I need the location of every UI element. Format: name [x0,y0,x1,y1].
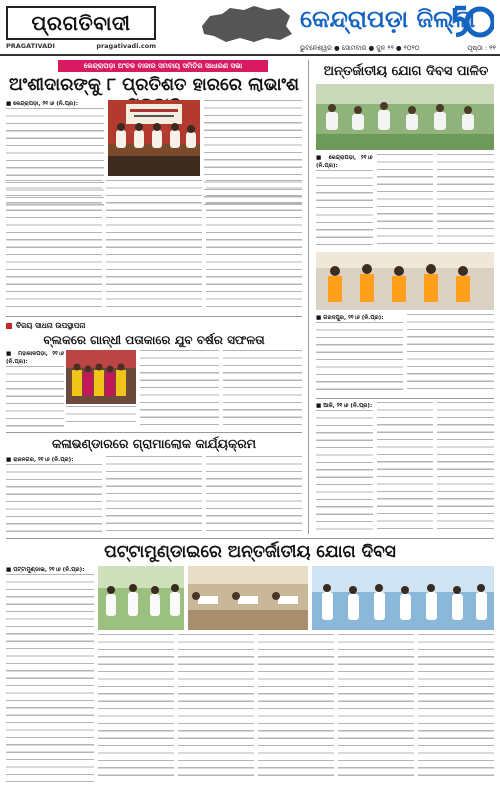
story-f-photo-3 [312,566,494,630]
column-rule [308,60,309,534]
story-f-body-left [6,566,94,782]
story-f-byline: ■ ପଟ୍ଟାମୁଣ୍ଡାଇ, ୨୧।୬ (ନି.ପ୍ର): [6,567,85,573]
story-e-byline: ■ ରାଜନଗର, ୨୧।୬ (ନି.ପ୍ର): [6,457,74,463]
story-r-body-3 [316,402,494,534]
story-r-body-1 [316,154,494,250]
story-r-byline-1: ■ କେନ୍ଦ୍ରାପଡ଼ା, ୨୧।୬ (ନି.ପ୍ର): [316,155,373,169]
masthead [0,0,500,56]
story-a-byline: ■ କେନ୍ଦ୍ରାପଡ଼ା, ୨୧।୬ (ନି.ପ୍ର): [6,101,78,107]
story-a-kicker: କେନ୍ଦ୍ରାପଡ଼ା ଅଂଚଳ ବାଜାର ସମବାୟ ସମିତିର ସାଧାରଣ ସଭା [58,60,268,72]
story-r-body-2 [316,314,494,394]
divider [316,398,494,399]
story-r-byline-3: ■ ଆଳି, ୨୧।୬ (ନି.ପ୍ର): [316,403,373,409]
logo-english: PRAGATIVADI [6,42,55,50]
page-number: ପୃଷ୍ଠା : ୧୧ [467,44,496,52]
story-b-headline[interactable]: ବ୍ଲକରେ ଗାନ୍ଧୀ ପତାକାରେ ଯୁବ ବର୍ଷର ସଫଳତା [43,333,265,347]
district-title: କେନ୍ଦ୍ରାପଡ଼ା ଜିଲ୍ଲା [300,4,476,33]
newspaper-logo[interactable] [6,6,156,40]
story-r-byline-2: ■ ଗରଦପୁର, ୨୧।୬ (ନି.ପ୍ର): [316,315,384,321]
divider [6,432,302,433]
story-a-photo [108,100,200,176]
story-e-headline[interactable]: କଳାଭଣ୍ଡାରରେ ଗ୍ରାମାଲୋକ କାର୍ଯ୍ୟକ୍ରମ [51,436,257,451]
story-f-photo-1 [98,566,184,630]
date-text: ଭୁବନେଶ୍ୱର ● ସୋମବାର ● ଜୁନ ୨୨ ● ୨୦୨୦ [300,44,420,52]
story-b-byline: ■ ମହାକାଳପଡ଼ା, ୨୧।୬ (ନି.ପ୍ର): [6,351,64,365]
dateline [300,44,496,53]
story-b-section-tag [6,320,156,332]
anniversary-number: 50 [471,38,475,42]
story-b-section-label: ବିଜୟ ସାଧନା ଉପସ୍ଥାପନା [16,321,86,330]
story-b-photo [66,350,136,404]
story-r-photo-yoga-1 [316,84,494,150]
anniversary-emblem [452,2,494,42]
story-f-body-main [98,634,494,782]
story-a-body-bottom [6,180,302,312]
story-b-body-left [6,350,64,428]
story-f-photo-2 [188,566,308,630]
story-b-body-right [140,350,302,428]
square-bullet-icon [6,323,12,329]
logo-text: ପ୍ରଗତିବାଦୀ [31,11,131,35]
divider [6,538,494,539]
divider [6,316,302,317]
story-b-body-under-photo [66,406,136,428]
story-f-headline[interactable]: ପଟ୍ଟାମୁଣ୍ଡାଇରେ ଅନ୍ତର୍ଜାତୀୟ ଯୋଗ ଦିବସ [104,542,396,562]
logo-subline [6,42,156,50]
story-e-body [6,456,302,534]
site-url[interactable]: pragativadi.com [96,42,156,50]
story-a-headline[interactable]: ଅଂଶୀଦାରଙ୍କୁ ୮ ପ୍ରତିଶତ ହାରରେ ଲାଭାଂଶ [8,75,299,95]
district-map-icon [196,4,296,44]
story-r-headline[interactable]: ଅନ୍ତର୍ଜାତୀୟ ଯୋଗ ଦିବସ ପାଳିତ [323,64,489,79]
story-r-photo-yoga-2 [316,252,494,310]
